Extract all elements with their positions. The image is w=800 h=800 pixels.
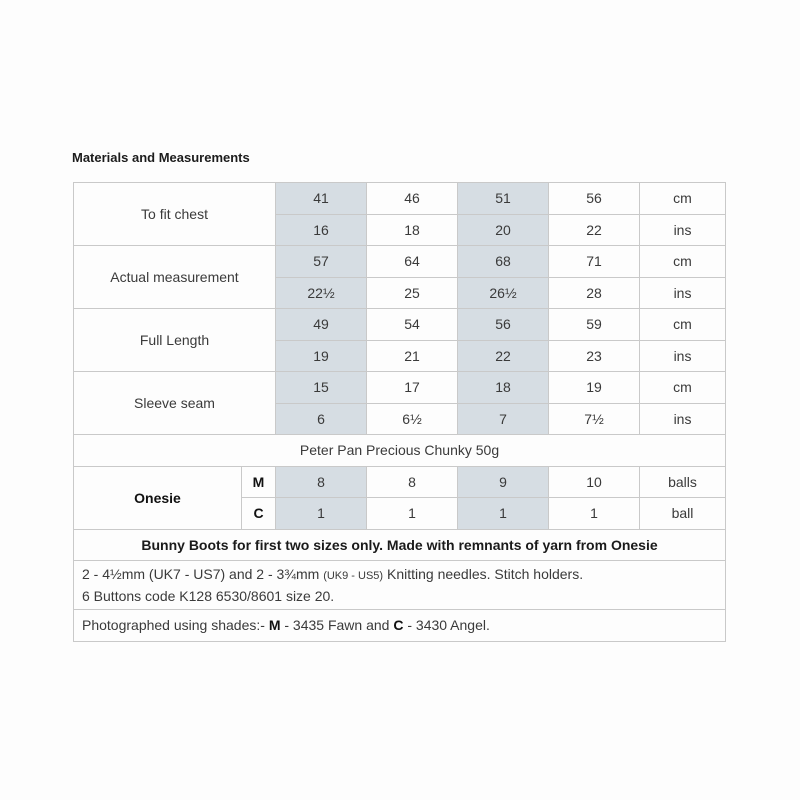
- needles-text-3: Knitting needles. Stitch holders.: [386, 566, 584, 582]
- table-cell: 56: [458, 309, 549, 341]
- table-cell: 9: [458, 466, 549, 498]
- unit-cell: cm: [640, 309, 726, 341]
- needles-text-2: (UK9 - US5): [323, 570, 384, 582]
- table-row: [74, 246, 726, 278]
- table-cell: 22: [549, 214, 640, 246]
- table-cell: 7: [458, 403, 549, 435]
- shade-c-label: C: [393, 617, 404, 634]
- table-row: [74, 309, 726, 341]
- table-cell: 6: [276, 403, 367, 435]
- table-cell: 22½: [276, 277, 367, 309]
- unit-cell: ins: [640, 277, 726, 309]
- table-cell: 17: [367, 372, 458, 404]
- table-cell: 19: [276, 340, 367, 372]
- unit-cell: balls: [640, 466, 726, 498]
- table-cell: 1: [276, 498, 367, 530]
- table-cell: 49: [276, 309, 367, 341]
- unit-cell: ins: [640, 340, 726, 372]
- table-cell: 6½: [367, 403, 458, 435]
- table-cell: 18: [367, 214, 458, 246]
- m-label: M: [242, 466, 276, 498]
- table-cell: 57: [276, 246, 367, 278]
- table-cell: 8: [276, 466, 367, 498]
- table-cell: 23: [549, 340, 640, 372]
- bunny-boots-note: Bunny Boots for first two sizes only. Made with remnants of yarn from Onesie: [74, 529, 726, 561]
- shade-m-text: - 3435 Fawn and: [284, 617, 390, 634]
- table-row: [74, 610, 726, 642]
- table-cell: 22: [458, 340, 549, 372]
- row-label-sleeve: Sleeve seam: [74, 372, 276, 435]
- table-cell: 54: [367, 309, 458, 341]
- yarn-name: Peter Pan Precious Chunky 50g: [74, 435, 726, 467]
- onesie-label: Onesie: [74, 466, 242, 529]
- table-cell: 28: [549, 277, 640, 309]
- table-cell: 20: [458, 214, 549, 246]
- unit-cell: cm: [640, 372, 726, 404]
- table-cell: 68: [458, 246, 549, 278]
- table-cell: 26½: [458, 277, 549, 309]
- unit-cell: ins: [640, 403, 726, 435]
- table-cell: 18: [458, 372, 549, 404]
- unit-cell: ins: [640, 214, 726, 246]
- buttons-text: 6 Buttons code K128 6530/8601 size 20.: [82, 588, 335, 604]
- unit-cell: cm: [640, 246, 726, 278]
- table-cell: 1: [549, 498, 640, 530]
- shades-prefix: Photographed using shades:-: [82, 617, 265, 634]
- c-label: C: [242, 498, 276, 530]
- row-label-length: Full Length: [74, 309, 276, 372]
- table-cell: 21: [367, 340, 458, 372]
- table-cell: 59: [549, 309, 640, 341]
- table-cell: 16: [276, 214, 367, 246]
- table-cell: 1: [458, 498, 549, 530]
- table-cell: 64: [367, 246, 458, 278]
- section-title: Materials and Measurements: [72, 150, 250, 165]
- shades-note: [74, 610, 726, 642]
- table-row: [74, 529, 726, 561]
- needles-note: [74, 561, 726, 610]
- shade-m-label: M: [268, 617, 281, 634]
- table-cell: 1: [367, 498, 458, 530]
- table-cell: 56: [549, 183, 640, 215]
- measurements-table: [73, 182, 726, 642]
- table-row: [74, 183, 726, 215]
- table-cell: 46: [367, 183, 458, 215]
- row-label-chest: To fit chest: [74, 183, 276, 246]
- needles-text-1: 2 - 4½mm (UK7 - US7) and 2 - 3¾mm: [82, 566, 320, 582]
- table-cell: 19: [549, 372, 640, 404]
- row-label-actual: Actual measurement: [74, 246, 276, 309]
- unit-cell: cm: [640, 183, 726, 215]
- unit-cell: ball: [640, 498, 726, 530]
- table-cell: 10: [549, 466, 640, 498]
- table-cell: 7½: [549, 403, 640, 435]
- table-cell: 51: [458, 183, 549, 215]
- table-row: [74, 561, 726, 610]
- table-row: [74, 372, 726, 404]
- table-row: [74, 466, 726, 498]
- table-cell: 25: [367, 277, 458, 309]
- table-cell: 71: [549, 246, 640, 278]
- table-cell: 41: [276, 183, 367, 215]
- table-cell: 8: [367, 466, 458, 498]
- table-row: [74, 435, 726, 467]
- table-cell: 15: [276, 372, 367, 404]
- shade-c-text: - 3430 Angel.: [407, 617, 490, 634]
